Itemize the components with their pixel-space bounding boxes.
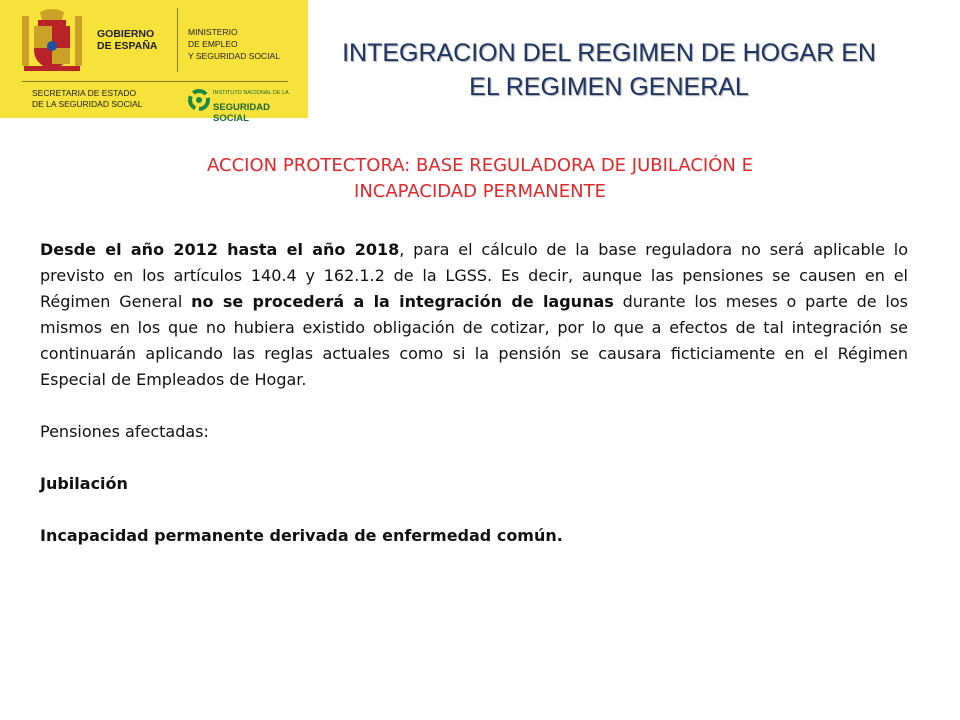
section-subtitle xyxy=(40,153,920,205)
logo-vertical-divider xyxy=(177,8,178,72)
main-paragraph xyxy=(40,237,908,393)
pension-item-jubilacion xyxy=(40,471,908,497)
inss-big-text: SEGURIDAD SOCIAL xyxy=(213,102,271,124)
pension-item-label: Jubilación xyxy=(40,474,128,493)
ministerio-line1: MINISTERIO xyxy=(188,27,238,37)
title-line2: EL REGIMEN GENERAL xyxy=(469,73,749,101)
subtitle-line1: ACCION PROTECTORA: BASE REGULADORA DE JUBILACIÓN E xyxy=(207,155,753,176)
title-line1: INTEGRACION DEL REGIMEN DE HOGAR EN xyxy=(342,39,876,67)
secretaria-line1: SECRETARIA DE ESTADO xyxy=(32,88,137,98)
paragraph-text-1: , para el cálculo de la base reguladora no será aplicable lo previsto en los artículos 140.4 y 162.1.2 de la LGSS. Es decir, aunque las pensiones se causen en el Régimen General xyxy=(40,240,909,311)
subtitle-line2: INCAPACIDAD PERMANENTE xyxy=(354,181,606,202)
spacer xyxy=(40,393,908,419)
logo-horizontal-divider xyxy=(22,81,288,82)
seguridad-social-logo-icon xyxy=(188,88,210,112)
paragraph-text-2: durante los meses o parte de los mismos en los que no hubiera existido obligación de cotizar, por lo que a efectos de tal integración se continuarán aplicando las reglas actuales como si la pensión se causara ficticiamente en el Régimen Especial de Empleados de Hogar. xyxy=(40,292,909,389)
gobierno-line1: GOBIERNO xyxy=(97,28,155,40)
body-content xyxy=(40,237,908,549)
pension-item-label: Incapacidad permanente derivada de enfermedad común. xyxy=(40,526,563,545)
paragraph-bold-2: no se procederá a la integración de lagunas xyxy=(191,292,614,311)
header-logo-block xyxy=(0,0,308,124)
spacer xyxy=(40,445,908,471)
secretaria-line2: DE LA SEGURIDAD SOCIAL xyxy=(32,99,143,109)
inss-small-text: INSTITUTO NACIONAL DE LA xyxy=(213,90,289,96)
ministerio-line3: Y SEGURIDAD SOCIAL xyxy=(188,51,280,61)
page-title xyxy=(312,36,906,104)
secretaria-text xyxy=(32,88,143,110)
spacer xyxy=(40,497,908,523)
ministerio-text xyxy=(188,26,280,62)
ministerio-line2: DE EMPLEO xyxy=(188,39,238,49)
gobierno-espana-text xyxy=(97,28,157,52)
paragraph-bold-1: Desde el año 2012 hasta el año 2018 xyxy=(40,240,400,259)
pension-item-incapacidad xyxy=(40,523,908,549)
gobierno-line2: DE ESPAÑA xyxy=(97,40,158,52)
coat-of-arms-icon xyxy=(22,6,82,74)
pensiones-label: Pensiones afectadas: xyxy=(40,422,209,441)
